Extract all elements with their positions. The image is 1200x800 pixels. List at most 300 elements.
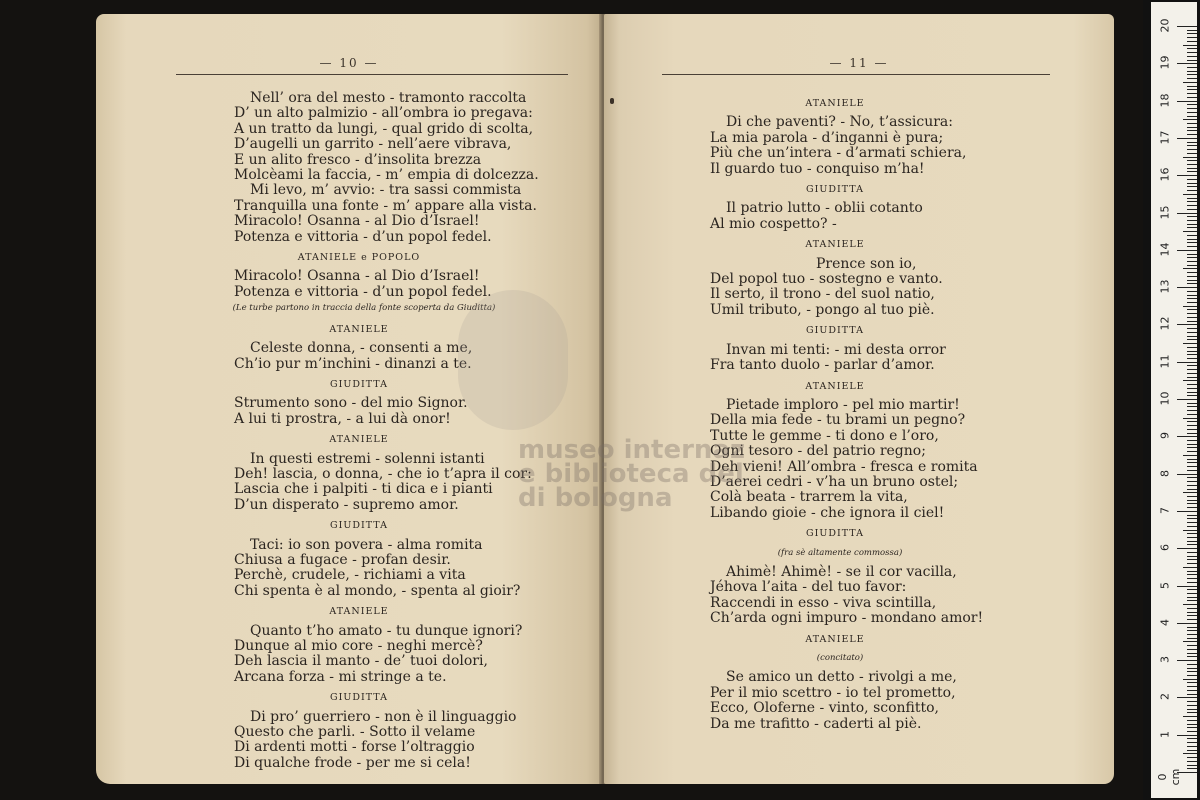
ruler-tick	[1187, 414, 1197, 415]
right-header-rule	[662, 74, 1050, 75]
ruler-tick	[1177, 548, 1197, 549]
ruler-tick	[1187, 403, 1197, 404]
ruler-tick	[1177, 474, 1197, 475]
ruler-tick	[1187, 470, 1197, 471]
ruler-tick	[1187, 261, 1197, 262]
ruler-tick	[1187, 675, 1197, 676]
ruler-tick	[1187, 209, 1197, 210]
verse-line: Miracolo! Osanna - al Dio d’Israel!	[234, 213, 480, 230]
verse-line: Dunque al mio core - neghi mercè?	[234, 638, 483, 654]
ruler-tick	[1187, 160, 1197, 161]
ruler-tick	[1187, 481, 1197, 482]
ruler-tick	[1187, 164, 1197, 165]
verse-line: Potenza e vittoria - d’un popol fedel.	[234, 283, 492, 300]
ruler-tick	[1187, 496, 1197, 497]
ruler-tick	[1187, 768, 1197, 769]
ruler-tick	[1183, 45, 1197, 46]
ruler-tick	[1187, 272, 1197, 273]
ruler-tick	[1187, 425, 1197, 426]
ruler-tick	[1187, 477, 1197, 478]
ruler-tick	[1187, 283, 1197, 284]
ruler-tick	[1187, 563, 1197, 564]
ruler-number: 20	[1158, 18, 1172, 33]
right-page-text	[710, 91, 1070, 732]
ruler-tick	[1187, 257, 1197, 258]
ruler-tick	[1187, 638, 1197, 639]
ruler-number: 10	[1158, 391, 1172, 406]
verse-line: Libando gioie - che ignora il ciel!	[710, 504, 945, 521]
ruler-tick	[1187, 395, 1197, 396]
ruler-number: 1	[1158, 730, 1172, 738]
ruler-tick	[1187, 406, 1197, 407]
stage-direction: (fra sè altamente commossa)	[777, 547, 903, 558]
verse-line: Nell’ ora del mesto - tramonto raccolta	[250, 90, 527, 106]
ruler-tick	[1187, 518, 1197, 519]
ruler-tick	[1187, 171, 1197, 172]
ruler-tick	[1183, 194, 1197, 195]
verse-line: D’aerei cedri - v’ha un bruno ostel;	[710, 473, 959, 490]
verse-line: Celeste donna, - consenti a me,	[250, 340, 473, 357]
verse-line: Al mio cospetto? -	[710, 215, 837, 232]
left-header-rule	[176, 74, 568, 75]
ruler-tick	[1187, 656, 1197, 657]
ruler-tick	[1183, 231, 1197, 232]
ruler-tick	[1187, 388, 1197, 389]
verse-line: Chi spenta è al mondo, - spenta al gioir?	[234, 582, 521, 599]
verse-line: Il patrio lutto - oblii cotanto	[726, 200, 923, 217]
ruler-number: 13	[1158, 279, 1172, 294]
ruler-tick	[1187, 246, 1197, 247]
ruler-tick	[1187, 309, 1197, 310]
ruler-tick	[1177, 101, 1197, 102]
ruler-tick	[1187, 444, 1197, 445]
ruler-tick	[1187, 220, 1197, 221]
watermark-line: e biblioteca del	[518, 459, 744, 489]
ruler-tick	[1183, 119, 1197, 120]
verse-line: Perchè, crudele, - richiami a vita	[234, 567, 466, 584]
ruler-tick	[1187, 142, 1197, 143]
ruler-tick	[1177, 399, 1197, 400]
ruler-tick	[1177, 213, 1197, 214]
left-page-text	[234, 91, 594, 771]
verse-line: Deh! lascia, o donna, - che io t’apra il cor:	[234, 465, 532, 482]
ruler-tick	[1187, 149, 1197, 150]
verse-line: Di ardenti motti - forse l’oltraggio	[234, 739, 475, 756]
ruler-tick	[1187, 515, 1197, 516]
verse-line: Fra tanto duolo - parlar d’amor.	[710, 357, 935, 374]
ruler-tick	[1187, 168, 1197, 169]
ruler-tick	[1187, 78, 1197, 79]
ruler-tick	[1187, 765, 1197, 766]
verse-line: Raccendi in esso - viva scintilla,	[710, 594, 937, 611]
ruler-tick	[1177, 175, 1197, 176]
speaker-name: GIUDITTA	[330, 378, 388, 390]
ruler-number: 2	[1158, 693, 1172, 701]
ruler-number: 17	[1158, 130, 1172, 145]
ruler-tick	[1187, 705, 1197, 706]
ruler-tick	[1187, 339, 1197, 340]
ruler-tick	[1187, 373, 1197, 374]
stage-direction: (concitato)	[816, 653, 864, 663]
ruler-tick	[1183, 418, 1197, 419]
speaker-name: ATANIELE e POPOLO	[297, 252, 421, 264]
verse-line: Mi levo, m’ avvio: - tra sassi commista	[250, 182, 522, 199]
ruler-number: 11	[1158, 354, 1172, 369]
ruler-tick	[1187, 30, 1197, 31]
verse-line: Il guardo tuo - conquiso m’ha!	[710, 160, 925, 177]
ruler-tick	[1187, 313, 1197, 314]
ruler-tick	[1187, 145, 1197, 146]
ruler-tick	[1187, 336, 1197, 337]
ruler-tick	[1177, 436, 1197, 437]
ruler-tick	[1187, 447, 1197, 448]
ruler-tick	[1187, 720, 1197, 721]
ruler-tick	[1187, 668, 1197, 669]
ruler-number: 7	[1158, 506, 1172, 514]
ruler-tick	[1187, 86, 1197, 87]
open-book	[96, 14, 1114, 786]
ruler-number: 12	[1158, 316, 1172, 331]
ruler-tick	[1183, 530, 1197, 531]
ruler-tick	[1187, 686, 1197, 687]
ruler-number: 15	[1158, 205, 1172, 219]
ruler-tick	[1187, 302, 1197, 303]
ruler-tick	[1187, 750, 1197, 751]
ruler-tick	[1187, 351, 1197, 352]
ruler-tick	[1187, 619, 1197, 620]
ruler-tick	[1187, 433, 1197, 434]
ruler-number: 16	[1158, 167, 1172, 182]
ruler-tick	[1187, 291, 1197, 292]
verse-line: Per il mio scettro - io tel prometto,	[710, 684, 956, 701]
ruler-tick	[1187, 295, 1197, 296]
ruler-tick	[1187, 179, 1197, 180]
ruler-tick	[1187, 201, 1197, 202]
ruler-tick	[1187, 205, 1197, 206]
ruler-tick	[1187, 369, 1197, 370]
ruler-scale	[1151, 2, 1197, 798]
ruler-tick	[1187, 365, 1197, 366]
ruler-tick	[1187, 503, 1197, 504]
ruler-tick	[1183, 82, 1197, 83]
ruler-tick	[1187, 574, 1197, 575]
ruler-tick	[1187, 761, 1197, 762]
ruler-tick	[1187, 440, 1197, 441]
ruler-tick	[1187, 485, 1197, 486]
ruler-tick	[1187, 280, 1197, 281]
ruler-tick	[1187, 97, 1197, 98]
ruler-tick	[1183, 268, 1197, 269]
ruler-tick	[1187, 321, 1197, 322]
ruler-tick	[1177, 660, 1197, 661]
ruler-tick	[1187, 33, 1197, 34]
ruler-tick	[1187, 578, 1197, 579]
ruler-tick	[1187, 410, 1197, 411]
ruler-tick	[1183, 604, 1197, 605]
verse-line: Da me trafitto - caderti al piè.	[710, 715, 922, 732]
right-page-number: — 11 —	[829, 56, 889, 70]
ruler-tick	[1187, 694, 1197, 695]
ruler-tick	[1187, 41, 1197, 42]
verse-line: Invan mi tenti: - mi desta orror	[726, 341, 946, 358]
verse-line: Jéhova l’aita - del tuo favor:	[710, 579, 907, 596]
ruler-tick	[1187, 116, 1197, 117]
verse-line: A un tratto da lungi, - qual grido di scolta,	[234, 120, 534, 137]
verse-line: Deh lascia il manto - de’ tuoi dolori,	[234, 653, 488, 670]
ruler-tick	[1187, 593, 1197, 594]
left-page-number: — 10 —	[319, 56, 379, 70]
ruler-tick	[1187, 612, 1197, 613]
verse-line: Tutte le gemme - ti dono e l’oro,	[710, 427, 939, 444]
ruler-number: 9	[1158, 432, 1172, 440]
verse-line: Umil tributo, - pongo al tuo piè.	[710, 301, 935, 318]
ruler-tick	[1187, 559, 1197, 560]
ruler-tick	[1187, 724, 1197, 725]
verse-line: Taci: io son povera - alma romita	[250, 536, 483, 553]
ruler-tick	[1187, 227, 1197, 228]
ruler-tick	[1187, 347, 1197, 348]
ruler-tick	[1187, 451, 1197, 452]
verse-line: Lascia che i palpiti - ti dica e i pianti	[234, 481, 493, 498]
ruler-tick	[1187, 239, 1197, 240]
verse-line: Più che un’intera - d’armati schiera,	[710, 145, 967, 162]
speaker-name: GIUDITTA	[330, 520, 388, 532]
ruler-tick	[1187, 571, 1197, 572]
verse-line: Questo che parli. - Sotto il velame	[234, 724, 476, 741]
ruler-tick	[1187, 108, 1197, 109]
ruler-number: 4	[1158, 618, 1172, 626]
ruler-tick	[1187, 489, 1197, 490]
ruler-tick	[1187, 600, 1197, 601]
verse-line: Colà beata - trarrem la vita,	[710, 489, 908, 506]
speaker-name: GIUDITTA	[806, 184, 864, 196]
verse-line: Il serto, il trono - del suol natio,	[710, 286, 935, 303]
ruler-tick	[1187, 328, 1197, 329]
ruler-tick	[1187, 235, 1197, 236]
ruler-tick	[1187, 541, 1197, 542]
ruler-tick	[1187, 71, 1197, 72]
verse-line: Quanto t’ho amato - tu dunque ignori?	[250, 622, 523, 639]
verse-line: In questi estremi - solenni istanti	[250, 450, 485, 467]
ruler-number: 5	[1158, 581, 1172, 589]
ruler-tick	[1183, 679, 1197, 680]
ruler-tick	[1187, 649, 1197, 650]
ruler-tick	[1187, 589, 1197, 590]
ruler-tick	[1187, 93, 1197, 94]
ruler-tick	[1187, 608, 1197, 609]
ruler-tick	[1187, 429, 1197, 430]
verse-line: Prence son io,	[816, 255, 917, 272]
ruler-tick	[1187, 60, 1197, 61]
ruler-tick	[1187, 317, 1197, 318]
ruler-tick	[1183, 567, 1197, 568]
verse-line: Tranquilla una fonte - m’ appare alla vista.	[234, 197, 537, 214]
speaker-name: ATANIELE	[805, 239, 865, 251]
speaker-name: ATANIELE	[329, 606, 389, 618]
ruler-tick	[1187, 556, 1197, 557]
ruler-tick	[1177, 26, 1197, 27]
verse-line: Miracolo! Osanna - al Dio d’Israel!	[234, 268, 480, 285]
watermark-line: museo internaz	[518, 435, 746, 465]
speaker-name: ATANIELE	[329, 323, 389, 335]
ruler-tick	[1187, 242, 1197, 243]
verse-line: Ahimè! Ahimè! - se il cor vacilla,	[726, 563, 957, 580]
ruler-unit-label: 0 cm	[1156, 768, 1182, 786]
ruler-tick	[1177, 287, 1197, 288]
ruler-tick	[1187, 757, 1197, 758]
right-page	[604, 14, 1114, 784]
ruler-tick	[1177, 362, 1197, 363]
ruler-tick	[1187, 298, 1197, 299]
ruler-tick	[1187, 634, 1197, 635]
ruler-tick	[1187, 354, 1197, 355]
verse-line: Chiusa a fugace - profan desir.	[234, 551, 451, 568]
ruler-tick	[1187, 190, 1197, 191]
ruler-tick	[1187, 533, 1197, 534]
ruler-tick	[1187, 544, 1197, 545]
ruler-tick	[1187, 74, 1197, 75]
ruler-number: 3	[1158, 656, 1172, 664]
ruler-tick	[1187, 134, 1197, 135]
watermark-logo	[458, 290, 568, 430]
ruler-tick	[1187, 459, 1197, 460]
verse-line: A lui ti prostra, - a lui dà onor!	[234, 410, 451, 427]
ruler-tick	[1187, 526, 1197, 527]
ruler-tick	[1187, 104, 1197, 105]
ruler-tick	[1187, 466, 1197, 467]
ruler-tick	[1187, 615, 1197, 616]
measuring-ruler	[1143, 0, 1200, 800]
ruler-tick	[1177, 63, 1197, 64]
verse-line: Di qualche frode - per me si cela!	[234, 754, 471, 771]
ruler-tick	[1183, 753, 1197, 754]
ruler-tick	[1187, 67, 1197, 68]
stage-direction: (Le turbe partono in traccia della fonte scoperta da Giuditta)	[232, 303, 496, 314]
ruler-tick	[1187, 183, 1197, 184]
ruler-tick	[1187, 358, 1197, 359]
speaker-name: GIUDITTA	[806, 325, 864, 337]
ruler-tick	[1187, 265, 1197, 266]
ruler-tick	[1187, 630, 1197, 631]
ruler-tick	[1177, 324, 1197, 325]
verse-line: Ogni tesoro - del patrio regno;	[710, 443, 926, 460]
ruler-tick	[1187, 384, 1197, 385]
ruler-tick	[1183, 343, 1197, 344]
ruler-tick	[1187, 224, 1197, 225]
ruler-tick	[1187, 664, 1197, 665]
watermark-line: di bologna	[518, 483, 673, 513]
speaker-name: ATANIELE	[805, 380, 865, 392]
ruler-tick	[1187, 727, 1197, 728]
ruler-tick	[1187, 56, 1197, 57]
verse-line: D’ un alto palmizio - all’ombra io pregava:	[234, 105, 533, 122]
ruler-tick	[1183, 716, 1197, 717]
ruler-tick	[1187, 671, 1197, 672]
ruler-tick	[1187, 731, 1197, 732]
verse-line: Della mia fede - tu brami un pegno?	[710, 412, 966, 429]
ruler-tick	[1187, 645, 1197, 646]
verse-line: Strumento sono - del mio Signor.	[234, 395, 468, 412]
verse-line: E un alito fresco - d’insolita brezza	[234, 151, 482, 168]
ruler-tick	[1177, 623, 1197, 624]
ruler-number: 8	[1158, 469, 1172, 477]
ruler-tick	[1187, 690, 1197, 691]
verse-line: Arcana forza - mi stringe a te.	[234, 668, 447, 685]
verse-line: Di che paventi? - No, t’assicura:	[726, 114, 953, 131]
ruler-tick	[1187, 653, 1197, 654]
verse-line: Del popol tuo - sostegno e vanto.	[710, 271, 943, 288]
ruler-tick	[1187, 712, 1197, 713]
ruler-tick	[1177, 735, 1197, 736]
verse-line: Se amico un detto - rivolgi a me,	[726, 669, 957, 686]
ink-spot	[610, 98, 614, 104]
ruler-tick	[1183, 306, 1197, 307]
ruler-tick	[1183, 380, 1197, 381]
speaker-name: ATANIELE	[805, 98, 865, 109]
ruler-tick	[1187, 742, 1197, 743]
ruler-tick	[1187, 709, 1197, 710]
ruler-tick	[1187, 552, 1197, 553]
ruler-tick	[1187, 254, 1197, 255]
ruler-tick	[1187, 123, 1197, 124]
ruler-tick	[1187, 507, 1197, 508]
verse-line: D’augelli un garrito - nell’aere vibrava,	[234, 136, 512, 153]
verse-line: La mia parola - d’inganni è pura;	[710, 129, 944, 146]
verse-line: Ch’arda ogni impuro - mondano amor!	[710, 610, 984, 627]
verse-line: Deh vieni! All’ombra - fresca e romita	[710, 458, 978, 475]
ruler-tick	[1187, 130, 1197, 131]
ruler-tick	[1187, 627, 1197, 628]
ruler-tick	[1187, 462, 1197, 463]
speaker-name: GIUDITTA	[330, 692, 388, 704]
ruler-tick	[1187, 89, 1197, 90]
ruler-tick	[1187, 537, 1197, 538]
ruler-tick	[1187, 153, 1197, 154]
ruler-tick	[1183, 492, 1197, 493]
verse-line: Molcèami la faccia, - m’ empia di dolcezza.	[234, 167, 539, 184]
ruler-tick	[1177, 511, 1197, 512]
ruler-tick	[1183, 641, 1197, 642]
ruler-tick	[1187, 421, 1197, 422]
verse-line: Pietade imploro - pel mio martir!	[726, 396, 960, 413]
speaker-name: GIUDITTA	[806, 528, 864, 540]
ruler-tick	[1177, 250, 1197, 251]
ruler-tick	[1187, 276, 1197, 277]
verse-line: D’un disperato - supremo amor.	[234, 496, 459, 513]
verse-line: Di pro’ guerriero - non è il linguaggio	[250, 708, 517, 725]
verse-line: Ch’io pur m’inchini - dinanzi a te.	[234, 355, 472, 372]
ruler-tick	[1187, 377, 1197, 378]
ruler-tick	[1187, 701, 1197, 702]
ruler-tick	[1187, 500, 1197, 501]
ruler-tick	[1187, 738, 1197, 739]
ruler-tick	[1187, 186, 1197, 187]
ruler-tick	[1187, 522, 1197, 523]
ruler-tick	[1177, 697, 1197, 698]
ruler-tick	[1187, 216, 1197, 217]
ruler-tick	[1187, 746, 1197, 747]
ruler-tick	[1187, 112, 1197, 113]
ruler-tick	[1187, 198, 1197, 199]
ruler-tick	[1183, 455, 1197, 456]
ruler-tick	[1187, 582, 1197, 583]
ruler-tick	[1187, 392, 1197, 393]
verse-line: Potenza e vittoria - d’un popol fedel.	[234, 228, 492, 245]
ruler-tick	[1187, 127, 1197, 128]
ruler-tick	[1183, 157, 1197, 158]
ruler-tick	[1187, 597, 1197, 598]
ruler-number: 6	[1158, 544, 1172, 552]
